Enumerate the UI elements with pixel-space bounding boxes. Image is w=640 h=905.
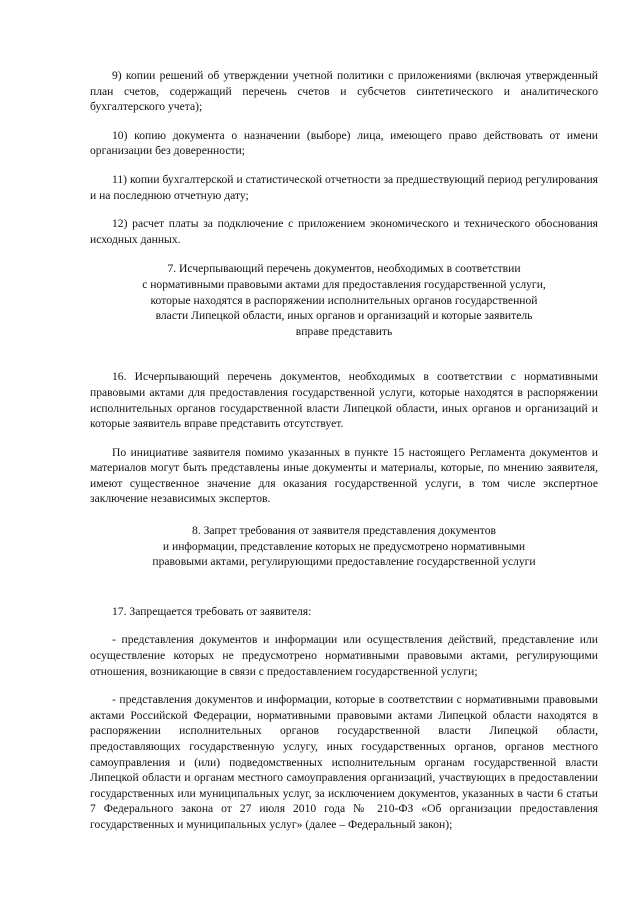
paragraph-16: 16. Исчерпывающий перечень документов, необходимых в соответствии с нормативными правовыми актами для предоставления государственной услуги, которые находятся в распоряжении исполнительных органов государственной власти Липецкой области, иных органов и организаций и которые заявитель вправе представить отсутствует. [90,370,598,431]
paragraph-item-12: 12) расчет платы за подключение с приложением экономического и технического обоснования исходных данных. [90,217,598,246]
paragraph-17: 17. Запрещается требовать от заявителя: [112,604,312,618]
paragraph-initiative: По инициативе заявителя помимо указанных в пункте 15 настоящего Регламента документов и материалов могут быть представлены иные документы и материалы, которые, по мнению заявителя, имеют существенное значение для оказания государственной услуги, в том числе экспертное заключение независимых экспертов. [90,445,598,506]
document-page [90,68,598,846]
paragraph-item-10: 10) копию документа о назначении (выборе) лица, имеющего право действовать от имени организации без доверенности; [90,128,598,158]
heading-line: правовыми актами, регулирующими предоставление государственной услуги [152,555,536,569]
heading-line: которые находятся в распоряжении исполнительных органов государственной [150,293,538,307]
section-heading-8 [90,523,598,570]
paragraph-item-9: 9) копии решений об утверждении учетной политики с приложениями (включая утвержденный план счетов, содержащий перечень счетов и субсчетов синтетического и аналитического бухгалтерского учета); [90,69,598,114]
heading-line: с нормативными правовыми актами для предоставления государственной услуги, [142,277,546,291]
paragraph-prohibition-1: - представления документов и информации или осуществления действий, представление или осуществление которых не предусмотрено нормативными правовыми актами, регулирующими отношения, возникающие в связи с предоставлением государственной услуги; [90,633,598,678]
paragraph-item-11: 11) копии бухгалтерской и статистической отчетности за предшествующий период регулирования и на последнюю отчетную дату; [90,172,598,202]
heading-line: вправе представить [295,324,393,338]
heading-line: и информации, представление которых не предусмотрено нормативными [162,539,526,553]
section-heading-7 [90,261,598,339]
heading-line: 7. Исчерпывающий перечень документов, необходимых в соответствии [167,262,521,276]
heading-line: власти Липецкой области, иных органов и организаций и которые заявитель [155,309,533,323]
heading-line: 8. Запрет требования от заявителя представления документов [191,524,496,538]
paragraph-prohibition-2: - представления документов и информации, которые в соответствии с нормативными правовыми актами Российской Федерации, нормативными правовыми актами Липецкой области находятся в распоряжении исполнительных органов государственной власти Липецкой области, предоставляющих государственную услугу, иных государственных органов, органов местного самоуправления и (или) подведомственных исполнительным органам государственной власти Липецкой области и органам местного самоуправления организаций, участвующих в предоставлении государственных или муниципальных услуг, за исключением документов, указанных в части 6 статьи 7 Федерального закона от 27 июля 2010 года № 210-ФЗ «Об организации предоставления государственных и муниципальных услуг» (далее – Федеральный закон); [90,693,598,831]
